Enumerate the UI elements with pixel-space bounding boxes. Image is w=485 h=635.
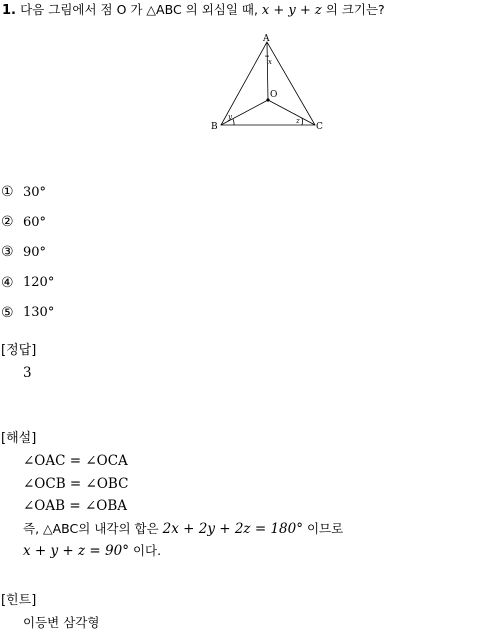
choice-marker: ⑤ — [1, 305, 23, 321]
choice-marker: ④ — [1, 275, 23, 291]
answer-value: 3 — [1, 362, 36, 385]
explanation-line-4 — [1, 518, 343, 541]
answer-section — [1, 340, 36, 385]
choice-3[interactable] — [1, 237, 54, 267]
choice-5[interactable] — [1, 298, 54, 328]
label-c: C — [316, 122, 323, 132]
choice-value: 30° — [23, 185, 46, 200]
question-number: 1. — [2, 3, 16, 18]
explanation-line-4-suffix: 이므로 — [303, 521, 343, 536]
choice-marker: ② — [1, 214, 23, 230]
answer-tag: [정답] — [1, 340, 36, 362]
explanation-line-5-suffix: 이다. — [129, 543, 161, 558]
explanation-line-4-math: 2x + 2y + 2z = 180° — [163, 521, 303, 537]
choice-value: 60° — [23, 215, 46, 230]
explanation-line-5-math: x + y + z = 90° — [23, 543, 129, 559]
label-z: z — [295, 117, 300, 125]
choice-value: 90° — [23, 245, 46, 260]
question-text-before: 다음 그림에서 점 O 가 △ABC 의 외심일 때, — [20, 2, 262, 17]
choice-marker: ① — [1, 184, 23, 200]
explanation-line-2: ∠OCB = ∠OBC — [1, 473, 343, 496]
segment-oa — [267, 42, 268, 100]
label-a: A — [262, 34, 270, 44]
choice-list — [1, 177, 54, 328]
question-text — [2, 1, 484, 20]
explanation-line-3: ∠OAB = ∠OBA — [1, 495, 343, 518]
label-b: B — [211, 122, 218, 132]
choice-marker: ③ — [1, 244, 23, 260]
choice-2[interactable] — [1, 207, 54, 237]
triangle-figure — [205, 32, 330, 137]
label-o: O — [270, 90, 277, 100]
explanation-section — [1, 428, 343, 563]
hint-tag: [힌트] — [1, 590, 99, 612]
choice-value: 120° — [23, 275, 54, 290]
explanation-line-5 — [1, 540, 343, 563]
label-y: y — [227, 113, 233, 121]
explanation-line-4-prefix: 즉, △ABC의 내각의 합은 — [23, 521, 163, 536]
hint-section — [1, 590, 99, 635]
angle-arc-y — [233, 119, 234, 125]
choice-1[interactable] — [1, 177, 54, 207]
choice-value: 130° — [23, 305, 54, 320]
hint-text: 이등변 삼각형 — [1, 612, 99, 635]
explanation-tag: [해설] — [1, 428, 343, 450]
label-x: x — [268, 58, 272, 66]
question-text-after: 의 크기는? — [322, 2, 385, 17]
question-math: x + y + z — [262, 3, 322, 18]
explanation-line-1: ∠OAC = ∠OCA — [1, 450, 343, 473]
choice-4[interactable] — [1, 268, 54, 298]
